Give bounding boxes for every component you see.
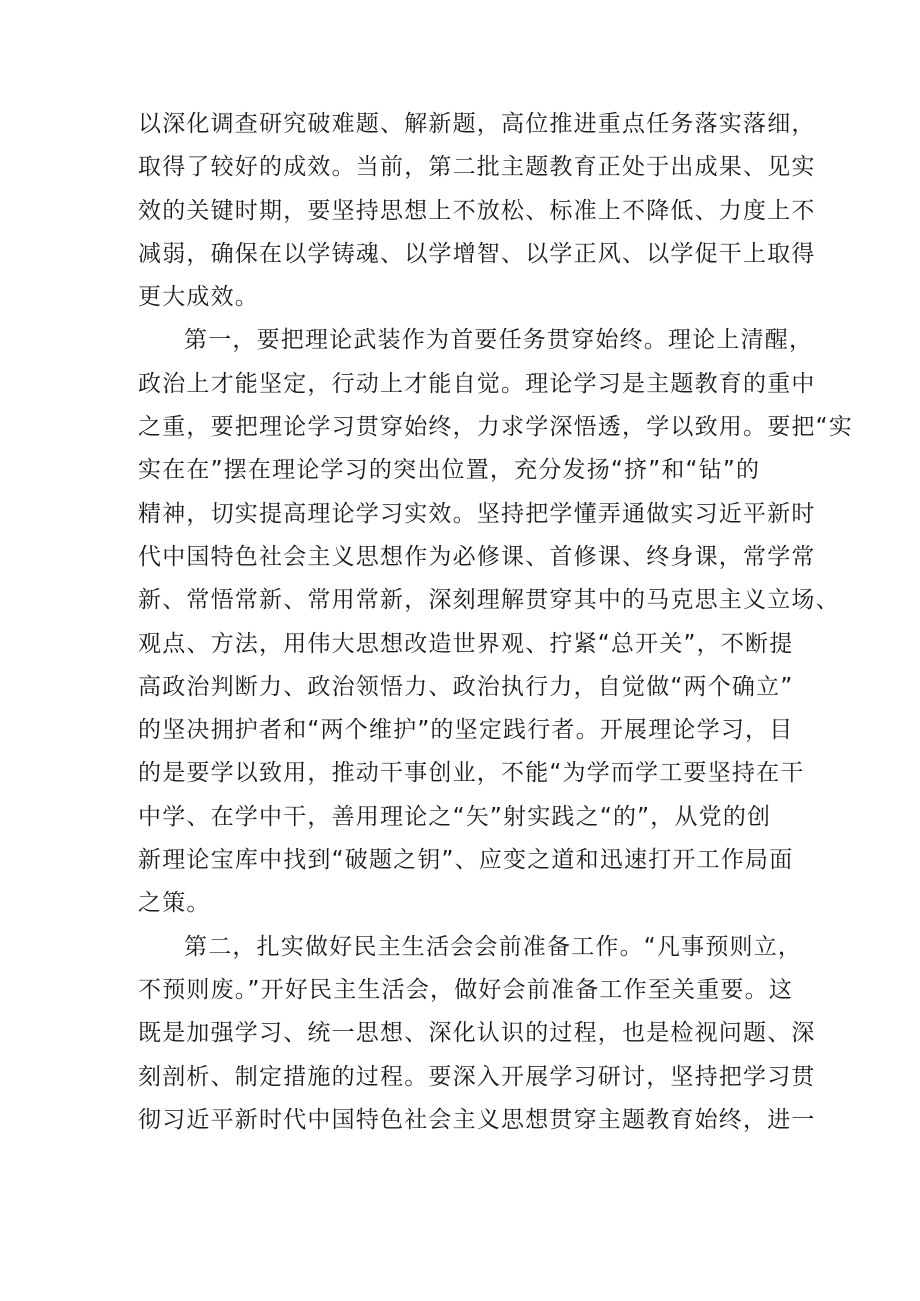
- text-line: 减弱，确保在以学铸魂、以学增智、以学正风、以学促干上取得: [138, 240, 816, 267]
- paragraph-first-line: 第二，扎实做好民主生活会会前准备工作。“凡事预则立，: [184, 933, 803, 960]
- text-line: 的坚决拥护者和“两个维护”的坚定践行者。开展理论学习，目: [138, 717, 794, 744]
- text-line: 不预则废。”开好民主生活会，做好会前准备工作至关重要。这: [138, 976, 794, 1003]
- text-line: 政治上才能坚定，行动上才能自觉。理论学习是主题教育的重中: [138, 370, 816, 397]
- text-line: 彻习近平新时代中国特色社会主义思想贯穿主题教育始终，进一: [138, 1106, 816, 1133]
- text-line: 更大成效。: [138, 284, 259, 311]
- text-line: 之重，要把理论学习贯穿始终，力求学深悟透，学以致用。要把“实: [138, 414, 853, 441]
- text-line: 实在在”摆在理论学习的突出位置，充分发扬“挤”和“钻”的: [138, 457, 761, 484]
- text-line: 刻剖析、制定措施的过程。要深入开展学习研讨，坚持把学习贯: [138, 1063, 816, 1090]
- text-line: 中学、在学中干，善用理论之“矢”射实践之“的”，从党的创: [138, 803, 772, 830]
- paragraph-first-line: 第一，要把理论武装作为首要任务贯穿始终。理论上清醒，: [184, 327, 814, 354]
- text-line: 的是要学以致用，推动干事创业，不能“为学而学工要坚持在干: [138, 760, 805, 787]
- text-line: 效的关键时期，要坚持思想上不放松、标准上不降低、力度上不: [138, 197, 816, 224]
- text-line: 代中国特色社会主义思想作为必修课、首修课、终身课，常学常: [138, 543, 816, 570]
- text-line: 以深化调查研究破难题、解新题，高位推进重点任务落实落细，: [138, 111, 816, 137]
- text-line: 既是加强学习、统一思想、深化认识的过程，也是检视问题、深: [138, 1020, 816, 1047]
- text-line: 精神，切实提高理论学习实效。坚持把学懂弄通做实习近平新时: [138, 500, 816, 527]
- text-line: 新理论宝库中找到“破题之钥”、应变之道和迅速打开工作局面: [138, 847, 794, 874]
- text-line: 观点、方法，用伟大思想改造世界观、拧紧“总开关”，不断提: [138, 630, 794, 657]
- text-line: 新、常悟常新、常用常新，深刻理解贯穿其中的马克思主义立场、: [138, 587, 840, 614]
- text-line: 取得了较好的成效。当前，第二批主题教育正处于出成果、见实: [138, 154, 816, 181]
- text-line: 之策。: [138, 890, 211, 917]
- document-body: [138, 103, 853, 1142]
- text-line: 高政治判断力、政治领悟力、政治执行力，自觉做“两个确立”: [138, 673, 794, 700]
